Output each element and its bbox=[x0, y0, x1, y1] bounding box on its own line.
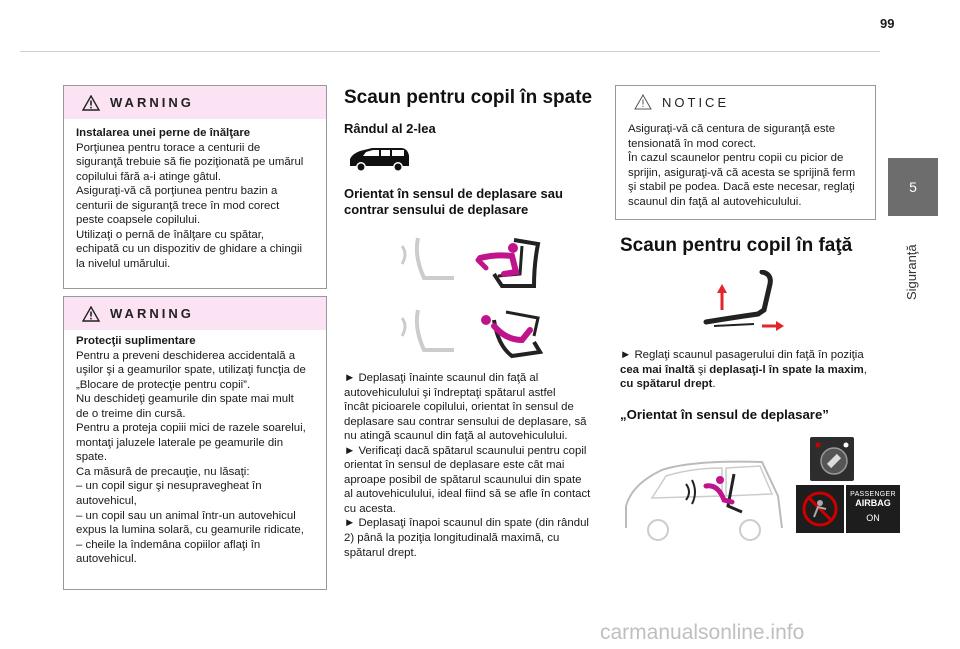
instruction-line: ► Deplasaţi înainte scaunul din faţă al bbox=[344, 372, 539, 384]
forward-facing-subtitle: „Orientat în sensul de deplasare” bbox=[620, 407, 829, 422]
airbag-key-switch-icon bbox=[810, 437, 854, 481]
bold-text: deplasaţi-l în spate la maxim bbox=[709, 363, 864, 376]
warning-line: Pentru a preveni deschiderea accidentală a bbox=[76, 349, 296, 362]
row-title: Rândul al 2-lea bbox=[344, 121, 436, 136]
watermark: carmanualsonline.info bbox=[600, 621, 805, 644]
rear-facing-seat-illustration bbox=[394, 306, 546, 362]
warning-line: copilului fără a-i atinge gâtul. bbox=[76, 170, 222, 183]
warning-line: peste coapsele copilului. bbox=[76, 214, 201, 227]
warning-header bbox=[64, 297, 326, 330]
warning-line: expus la lumina solară, cu geamurile ridicate, bbox=[76, 524, 304, 537]
rear-instructions bbox=[344, 371, 606, 560]
warning-line: montaţi jaluzele laterale pe geamurile din bbox=[76, 436, 284, 449]
notice-line: sprijin, asiguraţi-vă că acesta se sprijină ferm bbox=[628, 166, 856, 179]
warning-line: – un copil sigur şi nesupravegheat în bbox=[76, 480, 262, 493]
notice-line: Asiguraţi-vă că centura de siguranţă este bbox=[628, 123, 836, 135]
instruction-line: nu atingă scaunul din faţă al autovehiculului. bbox=[344, 430, 568, 443]
warning-heading: Protecţii suplimentare bbox=[76, 335, 196, 347]
notice-line: În cazul scaunelor pentru copii cu picior de bbox=[628, 152, 844, 165]
warning-line: Ca măsură de precauţie, nu lăsaţi: bbox=[76, 465, 250, 478]
front-instructions bbox=[620, 348, 882, 392]
warning-line: echipată cu un dispozitiv de ghidare a chingii bbox=[76, 243, 303, 256]
warning-label: WARNING bbox=[110, 306, 194, 321]
warning-line: „Blocare de protecţie pentru copii”. bbox=[76, 378, 251, 391]
instruction-line: deplasare sau contrar sensului de deplasare, să bbox=[344, 415, 587, 428]
page-number: 99 bbox=[880, 16, 895, 31]
warning-line: spate. bbox=[76, 451, 108, 464]
warning-triangle-icon bbox=[82, 306, 100, 322]
warning-line: centurii de siguranţă trece în mod corect bbox=[76, 199, 280, 212]
warning-line: Nu deschideţi geamurile din spate mai mult bbox=[76, 393, 294, 406]
chapter-tab[interactable]: 5 bbox=[888, 158, 938, 216]
orientation-line: Orientat în sensul de deplasare sau bbox=[344, 186, 563, 201]
warning-line: Utilizaţi o pernă de înălţare cu spătar, bbox=[76, 228, 265, 241]
text: şi bbox=[694, 363, 710, 376]
warning-line: Porţiunea pentru torace a centurii de bbox=[76, 141, 261, 154]
warning-body bbox=[64, 119, 326, 279]
bold-text: cea mai înaltă bbox=[620, 363, 695, 376]
warning-line: – un copil sau un animal într-un autovehicul bbox=[76, 509, 296, 522]
notice-line: şi stabil pe podea. Dacă este necesar, reglaţi bbox=[628, 181, 855, 194]
instruction-line: spătarul drept. bbox=[344, 546, 417, 559]
airbag-label-1: PASSENGER bbox=[850, 491, 896, 498]
bold-text: cu spătarul drept bbox=[620, 378, 713, 391]
minivan-icon bbox=[346, 146, 412, 172]
airbag-label-2: AIRBAG bbox=[855, 498, 891, 508]
instruction-line: orientat în sensul de deplasare este cât mai bbox=[344, 459, 565, 472]
warning-line: la nivelul umărului. bbox=[76, 257, 171, 270]
airbag-state: ON bbox=[866, 513, 880, 523]
chapter-title-vertical bbox=[888, 220, 938, 320]
warning-heading: Instalarea unei perne de înălţare bbox=[76, 127, 251, 139]
instruction-line: ► Deplasaţi înapoi scaunul din spate (din rândul bbox=[344, 517, 589, 530]
chapter-title: Siguranţă bbox=[904, 244, 919, 300]
instruction-line: al autovehiculului, ideal fiind să se afle în contact bbox=[344, 488, 591, 501]
instruction-line: autovehiculului şi îndreptaţi spătarul astfel bbox=[344, 386, 556, 399]
instruction-line: 2) până la poziţia longitudinală maximă, cu bbox=[344, 532, 560, 545]
car-side-child-seat-illustration bbox=[622, 456, 786, 542]
warning-label: WARNING bbox=[110, 95, 194, 110]
notice-line: tensionată în mod corect. bbox=[628, 137, 756, 150]
warning-line: de o treime din cursă. bbox=[76, 407, 186, 420]
warning-box-protection bbox=[63, 296, 327, 590]
warning-line: uşilor şi a geamurilor spate, utilizaţi funcţia de bbox=[76, 364, 306, 377]
front-seat-title: Scaun pentru copil în faţă bbox=[620, 235, 853, 256]
warning-line: autovehicul. bbox=[76, 553, 137, 566]
front-seat-adjust-illustration bbox=[700, 270, 786, 336]
notice-label: NOTICE bbox=[662, 94, 730, 110]
instruction-line bbox=[620, 363, 882, 378]
notice-line: scaunul din faţă al autovehiculului. bbox=[628, 195, 802, 208]
text: , bbox=[863, 363, 867, 376]
orientation-line: contrar sensului de deplasare bbox=[344, 202, 529, 217]
forward-facing-seat-illustration bbox=[394, 234, 546, 290]
airbag-off-icon bbox=[796, 485, 844, 533]
warning-line: Asiguraţi-vă că porţiunea pentru bazin a bbox=[76, 185, 278, 198]
warning-box-booster bbox=[63, 85, 327, 289]
notice-body bbox=[616, 118, 875, 217]
warning-line: – cheile la îndemâna copiilor aflaţi în bbox=[76, 538, 261, 551]
warning-line: autovehicul, bbox=[76, 495, 137, 508]
instruction-line: încât picioarele copilului, orientat în sensul de bbox=[344, 401, 574, 414]
airbag-off-indicator bbox=[796, 485, 844, 533]
warning-triangle-icon bbox=[82, 95, 100, 111]
instruction-line: ► Verificaţi dacă spătarul scaunului pentru copil bbox=[344, 444, 587, 457]
notice-header bbox=[616, 86, 875, 118]
notice-box bbox=[615, 85, 876, 220]
top-divider bbox=[20, 51, 880, 52]
rear-seat-title: Scaun pentru copil în spate bbox=[344, 87, 593, 108]
warning-line: Pentru a proteja copiii mici de razele soarelui, bbox=[76, 422, 306, 435]
passenger-airbag-panel bbox=[846, 485, 900, 533]
warning-line: siguranţă trebuie să fie poziţionată pe umărul bbox=[76, 156, 304, 169]
instruction-line bbox=[620, 377, 882, 392]
text: . bbox=[712, 378, 716, 391]
notice-triangle-icon bbox=[634, 94, 652, 110]
orientation-heading bbox=[344, 186, 563, 218]
instruction-line: ► Reglaţi scaunul pasagerului din faţă în poziţia bbox=[620, 349, 864, 361]
warning-body bbox=[64, 330, 326, 575]
instruction-line: aproape posibil de spătarul scaunului din spate bbox=[344, 473, 582, 486]
warning-header bbox=[64, 86, 326, 119]
instruction-line: cu acesta. bbox=[344, 502, 396, 515]
